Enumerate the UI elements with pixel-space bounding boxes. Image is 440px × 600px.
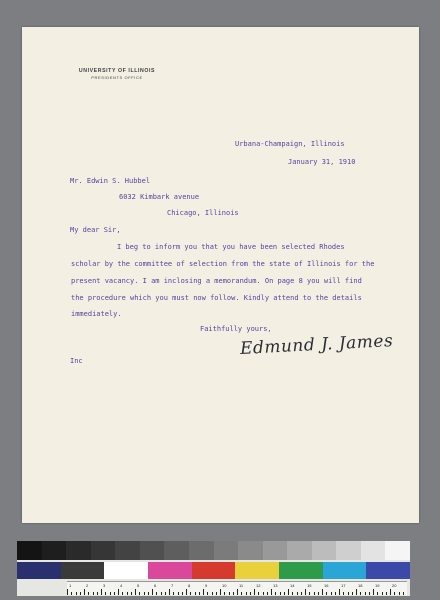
ruler-label: 14	[290, 583, 295, 588]
ruler-minor-tick	[148, 592, 149, 595]
ruler-minor-tick	[360, 592, 361, 595]
ruler-minor-tick	[212, 592, 213, 595]
ruler-minor-tick	[403, 592, 404, 595]
ruler-tick	[237, 589, 238, 595]
letter-page	[22, 27, 419, 523]
ruler-minor-tick	[207, 592, 208, 595]
ruler-tick	[203, 589, 204, 595]
ruler-minor-tick	[301, 592, 302, 595]
color-calibration-target	[17, 541, 410, 596]
gray-patch	[164, 541, 189, 560]
ruler-label: 18	[358, 583, 363, 588]
body-line: the procedure which you must now follow. Kindly attend to the details	[71, 294, 362, 302]
ruler-minor-tick	[156, 592, 157, 595]
ruler-minor-tick	[161, 592, 162, 595]
ruler-tick	[390, 589, 391, 595]
ruler-minor-tick	[241, 592, 242, 595]
ruler-minor-tick	[105, 592, 106, 595]
color-patch	[323, 562, 367, 579]
ruler-minor-tick	[131, 592, 132, 595]
ruler-minor-tick	[139, 592, 140, 595]
ruler-minor-tick	[399, 592, 400, 595]
ruler-minor-tick	[365, 592, 366, 595]
letter-place: Urbana-Champaign, Illinois	[235, 140, 345, 148]
ruler-minor-tick	[284, 592, 285, 595]
ruler-minor-tick	[190, 592, 191, 595]
gray-patch	[17, 541, 42, 560]
ruler-minor-tick	[88, 592, 89, 595]
gray-patch	[336, 541, 361, 560]
gray-patch	[385, 541, 410, 560]
ruler-minor-tick	[309, 592, 310, 595]
ruler-minor-tick	[224, 592, 225, 595]
ruler-label: 7	[171, 583, 174, 588]
ruler-label: 2	[86, 583, 89, 588]
ruler-minor-tick	[199, 592, 200, 595]
ruler-label: 9	[205, 583, 208, 588]
ruler-label: 20	[392, 583, 397, 588]
ruler-minor-tick	[386, 592, 387, 595]
color-patch	[61, 562, 105, 579]
ruler-minor-tick	[331, 592, 332, 595]
ruler-minor-tick	[369, 592, 370, 595]
gray-patch	[42, 541, 67, 560]
closing: Faithfully yours,	[200, 325, 272, 333]
ruler-minor-tick	[292, 592, 293, 595]
ruler-minor-tick	[80, 592, 81, 595]
ruler-tick	[220, 589, 221, 595]
ruler-minor-tick	[263, 592, 264, 595]
gray-patch	[66, 541, 91, 560]
ruler-minor-tick	[246, 592, 247, 595]
ruler-label: 10	[222, 583, 227, 588]
gray-patch	[312, 541, 337, 560]
ruler-minor-tick	[382, 592, 383, 595]
recipient-street: 6032 Kimbark avenue	[119, 193, 200, 201]
ruler-minor-tick	[326, 592, 327, 595]
ruler-minor-tick	[127, 592, 128, 595]
color-patch-strip	[17, 562, 410, 579]
letterhead-office: PRESIDENTS OFFICE	[91, 75, 143, 80]
ruler-tick	[67, 589, 68, 595]
color-patch	[192, 562, 236, 579]
ruler-label: 13	[273, 583, 278, 588]
salutation: My dear Sir,	[70, 226, 121, 234]
gray-patch	[189, 541, 214, 560]
color-patch	[279, 562, 323, 579]
ruler-minor-tick	[335, 592, 336, 595]
ruler-minor-tick	[122, 592, 123, 595]
gray-patch	[238, 541, 263, 560]
ruler-minor-tick	[114, 592, 115, 595]
ruler-minor-tick	[348, 592, 349, 595]
ruler-minor-tick	[178, 592, 179, 595]
ruler-tick	[101, 589, 102, 595]
ruler-label: 6	[154, 583, 157, 588]
handwritten-signature: Edmund J. James	[239, 331, 394, 359]
ruler-minor-tick	[182, 592, 183, 595]
ruler-tick	[84, 589, 85, 595]
ruler-minor-tick	[343, 592, 344, 595]
ruler-tick	[118, 589, 119, 595]
color-patch	[148, 562, 192, 579]
color-patch	[17, 562, 61, 579]
ruler-label: 3	[103, 583, 106, 588]
body-line: scholar by the committee of selection from the state of Illinois for the	[71, 260, 375, 268]
ruler-label: 8	[188, 583, 191, 588]
ruler-tick	[152, 589, 153, 595]
measurement-ruler	[67, 581, 407, 595]
ruler-tick	[135, 589, 136, 595]
letter-date: January 31, 1910	[288, 158, 356, 166]
enclosure-note: Inc	[70, 357, 83, 365]
ruler-minor-tick	[76, 592, 77, 595]
ruler-minor-tick	[195, 592, 196, 595]
ruler-label: 15	[307, 583, 312, 588]
body-line: immediately.	[71, 310, 122, 318]
gray-patch	[214, 541, 239, 560]
ruler-tick	[288, 589, 289, 595]
ruler-minor-tick	[352, 592, 353, 595]
gray-patch	[115, 541, 140, 560]
ruler-minor-tick	[173, 592, 174, 595]
grayscale-strip	[17, 541, 410, 560]
gray-patch	[140, 541, 165, 560]
ruler-minor-tick	[318, 592, 319, 595]
ruler-minor-tick	[314, 592, 315, 595]
ruler-minor-tick	[97, 592, 98, 595]
ruler-minor-tick	[250, 592, 251, 595]
ruler-minor-tick	[93, 592, 94, 595]
ruler-label: 19	[375, 583, 380, 588]
ruler-tick	[356, 589, 357, 595]
ruler-minor-tick	[377, 592, 378, 595]
ruler-tick	[373, 589, 374, 595]
ruler-label: 11	[239, 583, 244, 588]
color-patch	[235, 562, 279, 579]
body-line: present vacancy. I am inclosing a memorandum. On page 8 you will find	[71, 277, 362, 285]
ruler-minor-tick	[165, 592, 166, 595]
ruler-tick	[271, 589, 272, 595]
ruler-tick	[254, 589, 255, 595]
ruler-tick	[322, 589, 323, 595]
ruler-tick	[305, 589, 306, 595]
recipient-city: Chicago, Illinois	[167, 209, 239, 217]
ruler-label: 5	[137, 583, 140, 588]
ruler-label: 16	[324, 583, 329, 588]
gray-patch	[263, 541, 288, 560]
ruler-tick	[339, 589, 340, 595]
recipient-name: Mr. Edwin S. Hubbel	[70, 177, 151, 185]
ruler-minor-tick	[394, 592, 395, 595]
ruler-label: 4	[120, 583, 123, 588]
ruler-label: 12	[256, 583, 261, 588]
color-patch	[366, 562, 410, 579]
ruler-minor-tick	[233, 592, 234, 595]
ruler-tick	[186, 589, 187, 595]
ruler-minor-tick	[267, 592, 268, 595]
ruler-minor-tick	[275, 592, 276, 595]
ruler-minor-tick	[280, 592, 281, 595]
body-line: I beg to inform you that you have been selected Rhodes	[117, 243, 345, 251]
letterhead-institution: UNIVERSITY OF ILLINOIS	[78, 68, 156, 74]
ruler-tick	[169, 589, 170, 595]
ruler-label: 17	[341, 583, 346, 588]
ruler-minor-tick	[297, 592, 298, 595]
ruler-minor-tick	[216, 592, 217, 595]
gray-patch	[91, 541, 116, 560]
color-patch	[104, 562, 148, 579]
ruler-minor-tick	[144, 592, 145, 595]
ruler-minor-tick	[229, 592, 230, 595]
ruler-minor-tick	[110, 592, 111, 595]
ruler-label: 1	[69, 583, 72, 588]
ruler-minor-tick	[71, 592, 72, 595]
gray-patch	[287, 541, 312, 560]
ruler-minor-tick	[258, 592, 259, 595]
letterhead	[62, 68, 172, 80]
gray-patch	[361, 541, 386, 560]
